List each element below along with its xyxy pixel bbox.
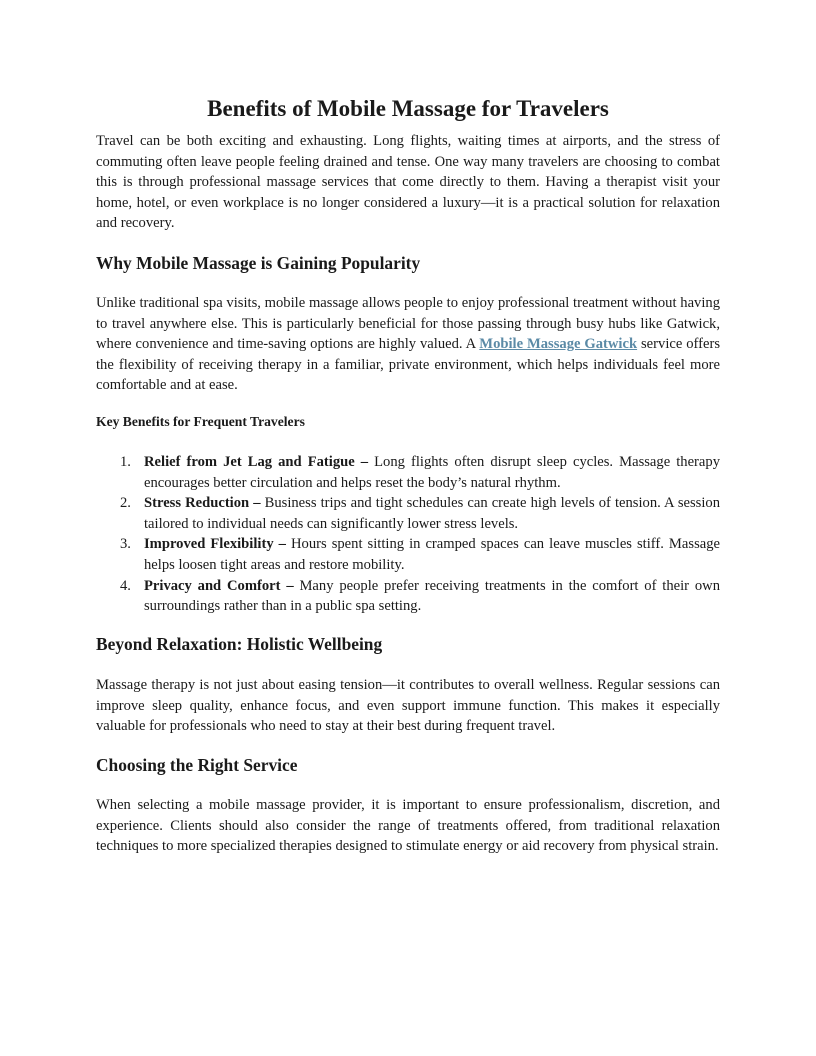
benefits-list <box>96 452 720 617</box>
list-item-label: Improved Flexibility – <box>144 536 286 553</box>
intro-paragraph: Travel can be both exciting and exhausting. Long flights, waiting times at airports, and the stress of commuting often leave people feeling drained and tense. One way many travelers are choosing to combat this is through professional massage services that come directly to them. Having a therapist visit your home, hotel, or even workplace is no longer considered a luxury—it is a practical solution for relaxation and recovery. <box>96 133 720 232</box>
list-item <box>96 452 720 493</box>
holistic-wellbeing-paragraph: Massage therapy is not just about easing tension—it contributes to overall wellness. Regular sessions can improve sleep quality, enhance focus, and even support immune function. This makes it especially valuable for professionals who need to stay at their best during frequent travel. <box>96 677 720 735</box>
list-item-number: 4. <box>120 577 131 594</box>
list-item-number: 2. <box>120 495 131 512</box>
list-item-number: 1. <box>120 454 131 470</box>
list-item-label: Relief from Jet Lag and Fatigue – <box>144 454 369 470</box>
page-title: Benefits of Mobile Massage for Travelers <box>207 96 609 121</box>
list-item <box>96 493 720 534</box>
list-item-number: 3. <box>120 536 131 553</box>
list-item-label: Privacy and Comfort – <box>144 577 294 594</box>
list-item <box>96 576 720 617</box>
list-item-text: Hours spent sitting in cramped spaces can leave muscles stiff. Massage helps loosen tight areas and restore mobility. <box>144 536 720 573</box>
section-heading-popularity: Why Mobile Massage is Gaining Popularity <box>96 253 421 273</box>
popularity-paragraph <box>96 293 720 396</box>
choosing-service-paragraph: When selecting a mobile massage provider, it is important to ensure professionalism, discretion, and experience. Clients should also consider the range of treatments offered, from traditional relaxation techniques to more specialized therapies designed to stimulate energy or aid recovery from physical strain. <box>96 797 720 855</box>
subsection-heading-key-benefits: Key Benefits for Frequent Travelers <box>96 414 305 429</box>
list-item-label: Stress Reduction – <box>144 495 261 512</box>
section-heading-holistic-wellbeing: Beyond Relaxation: Holistic Wellbeing <box>96 634 383 654</box>
popularity-text-after-link: service offers the flexibility of receiving therapy in a familiar, private environment, which helps individuals feel more comfortable and at ease. <box>96 336 721 394</box>
list-item-text: Many people prefer receiving treatments in the comfort of their own surroundings rather than in a public spa setting. <box>144 577 720 615</box>
list-item <box>96 534 720 575</box>
list-item-text: Long flights often disrupt sleep cycles. Massage therapy encourages better circulation and helps reset the body’s natural rhythm. <box>144 454 720 491</box>
mobile-massage-gatwick-link[interactable]: Mobile Massage Gatwick <box>479 336 638 353</box>
list-item-text: Business trips and tight schedules can create high levels of tension. A session tailored to individual needs can significantly lower stress levels. <box>144 495 720 532</box>
section-heading-choosing-service: Choosing the Right Service <box>96 755 298 775</box>
popularity-text-before-link: Unlike traditional spa visits, mobile massage allows people to enjoy professional treatment without having to travel anywhere else. This is particularly beneficial for those passing through busy hubs like Gatwick, where convenience and time-saving options are highly valued. A <box>96 295 720 353</box>
